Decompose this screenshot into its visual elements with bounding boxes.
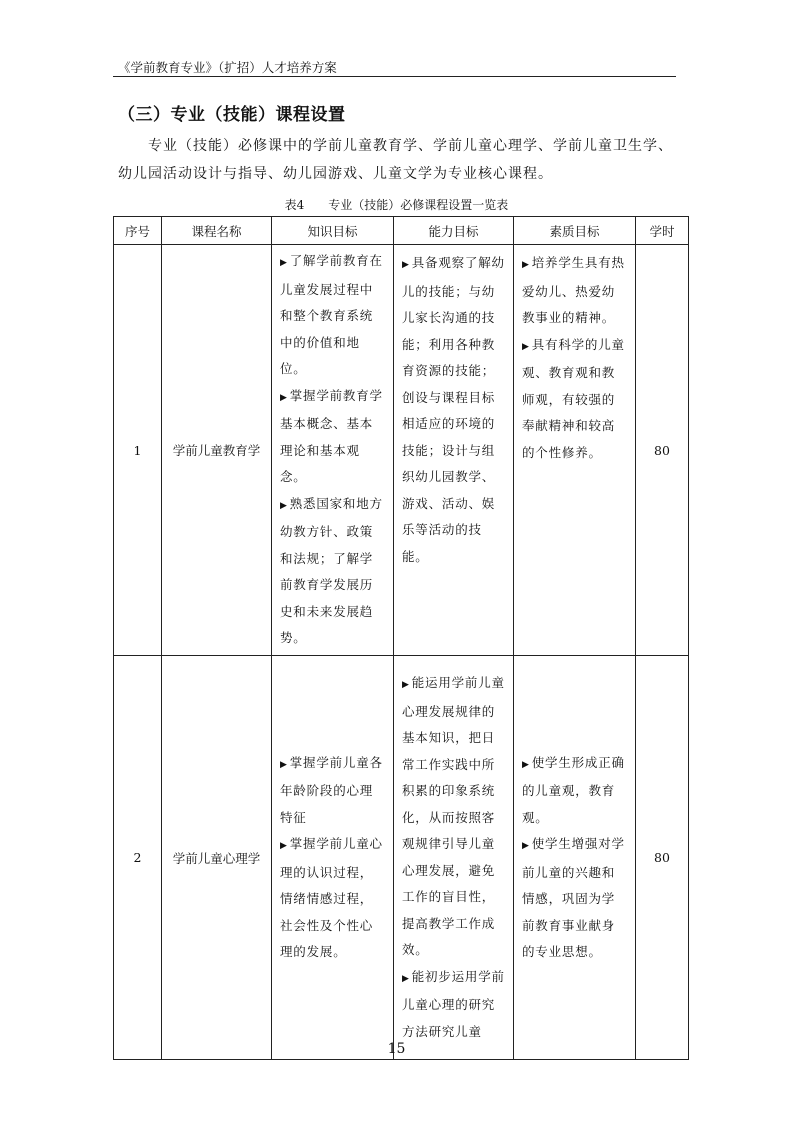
row-no: 1 bbox=[114, 245, 162, 656]
row-hours: 80 bbox=[636, 245, 689, 656]
goal-item: ▶ 了解学前教育在儿童发展过程中和整个教育系统中的价值和地位。 bbox=[280, 253, 383, 377]
goal-item: ▶ 掌握学前儿童各年龄阶段的心理特征 bbox=[280, 754, 383, 825]
goal-item: ▶ 熟悉国家和地方幼教方针、政策和法规；了解学前教育学发展历史和未来发展趋势。 bbox=[280, 495, 383, 646]
header-quality: 素质目标 bbox=[514, 217, 636, 245]
triangle-right-icon: ▶ bbox=[522, 341, 530, 352]
row-knowledge bbox=[272, 245, 394, 656]
row-ability bbox=[394, 656, 514, 1060]
header-rule bbox=[113, 76, 676, 77]
goal-item: ▶ 能运用学前儿童心理发展规律的基本知识，把日常工作实践中所积累的印象系统化，从而按照客观规律引导儿童心理发展，避免工作的盲目性，提高教学工作成效。 bbox=[402, 675, 505, 957]
goal-item: ▶ 使学生增强对学前儿童的兴趣和情感，巩固为学前教育事业献身的专业思想。 bbox=[522, 836, 625, 959]
course-table bbox=[113, 216, 689, 1060]
triangle-right-icon: ▶ bbox=[522, 841, 530, 851]
triangle-right-icon: ▶ bbox=[280, 500, 288, 511]
goal-item: ▶ 使学生形成正确的儿童观，教育观。 bbox=[522, 754, 625, 825]
table-row bbox=[114, 245, 689, 656]
table-caption: 表4 专业（技能）必修课程设置一览表 bbox=[284, 198, 509, 212]
row-quality bbox=[514, 656, 636, 1060]
document-header: 《学前教育专业》（扩招）人才培养方案 bbox=[118, 60, 337, 75]
section-title: （三）专业（技能）课程设置 bbox=[118, 105, 346, 125]
row-quality bbox=[514, 245, 636, 656]
row-ability bbox=[394, 245, 514, 656]
goal-item: ▶ 能初步运用学前儿童心理的研究方法研究儿童 bbox=[402, 968, 505, 1039]
header-ability: 能力目标 bbox=[394, 217, 514, 245]
header-hours: 学时 bbox=[636, 217, 689, 245]
goal-item: ▶ 掌握学前儿童心理的认识过程，情绪情感过程，社会性及个性心理的发展。 bbox=[280, 836, 383, 959]
goal-item: ▶ 培养学生具有热爱幼儿、热爱幼教事业的精神。 bbox=[522, 255, 625, 325]
goal-item: ▶ 具有科学的儿童观、教育观和教师观，有较强的奉献精神和较高的个性修养。 bbox=[522, 336, 625, 460]
triangle-right-icon: ▶ bbox=[280, 392, 288, 403]
row-no: 2 bbox=[114, 656, 162, 1060]
row-course-name: 学前儿童心理学 bbox=[162, 656, 272, 1060]
triangle-right-icon: ▶ bbox=[522, 260, 530, 270]
triangle-right-icon: ▶ bbox=[280, 841, 288, 851]
row-course-name: 学前儿童教育学 bbox=[162, 245, 272, 656]
header-course-name: 课程名称 bbox=[162, 217, 272, 245]
goal-item: ▶ 具备观察了解幼儿的技能；与幼儿家长沟通的技能；利用各种教育资源的技能；创设与课程目标相适应的环境的技能；设计与组织幼儿园教学、游戏、活动、娱乐等活动的技能。 bbox=[402, 255, 505, 564]
triangle-right-icon: ▶ bbox=[280, 759, 288, 770]
row-knowledge bbox=[272, 656, 394, 1060]
triangle-right-icon: ▶ bbox=[402, 680, 410, 690]
table-header-row bbox=[114, 217, 689, 245]
triangle-right-icon: ▶ bbox=[402, 260, 410, 270]
triangle-right-icon: ▶ bbox=[402, 973, 410, 984]
header-knowledge: 知识目标 bbox=[272, 217, 394, 245]
triangle-right-icon: ▶ bbox=[522, 759, 530, 770]
triangle-right-icon: ▶ bbox=[280, 258, 288, 269]
page-number: 15 bbox=[387, 1041, 406, 1057]
section-paragraph: 专业（技能）必修课中的学前儿童教育学、学前儿童心理学、学前儿童卫生学、幼儿园活动设计与指导、幼儿园游戏、儿童文学为专业核心课程。 bbox=[118, 138, 673, 182]
goal-item: ▶ 掌握学前教育学基本概念、基本理论和基本观念。 bbox=[280, 387, 383, 485]
table-row bbox=[114, 656, 689, 1060]
row-hours: 80 bbox=[636, 656, 689, 1060]
header-no: 序号 bbox=[114, 217, 162, 245]
